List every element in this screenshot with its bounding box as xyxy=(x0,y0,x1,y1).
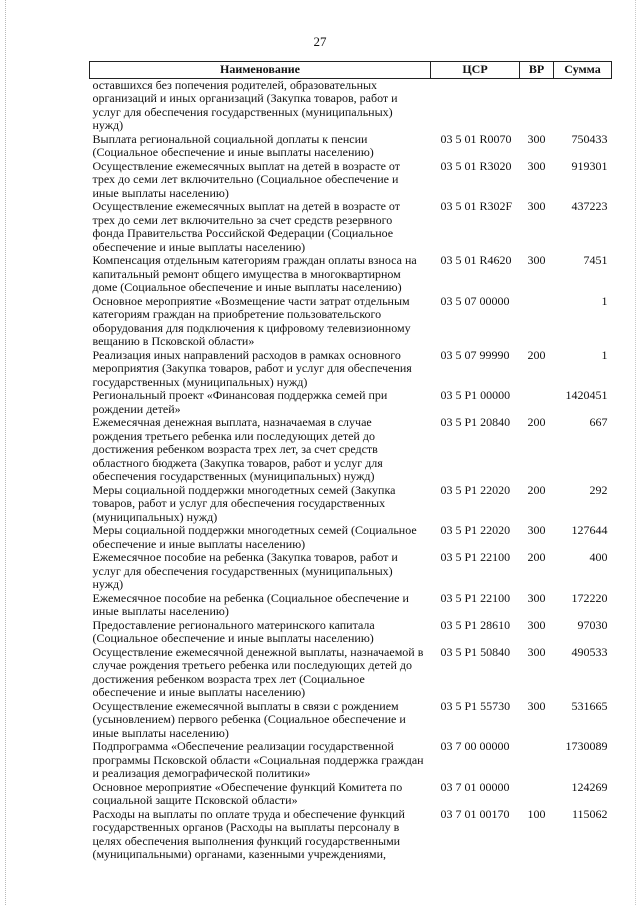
table-row xyxy=(90,740,612,781)
cell-csr: 03 5 P1 55730 xyxy=(440,698,511,713)
table-row xyxy=(90,808,612,862)
cell-csr: 03 5 P1 20840 xyxy=(440,415,511,429)
cell-csr: 03 5 01 R0070 xyxy=(440,131,512,146)
header-row xyxy=(90,62,612,79)
cell-sum: 490533 xyxy=(571,644,608,659)
table-row xyxy=(90,551,612,592)
cell-vr: 300 xyxy=(527,158,546,173)
cell-csr xyxy=(431,78,520,133)
cell-name: Выплата региональной социальной доплаты к пенсии (Социальное обеспечение и иные выплаты населению) xyxy=(92,131,374,159)
table-row xyxy=(90,416,612,484)
cell-vr: 300 xyxy=(527,698,546,713)
cell-csr: 03 5 P1 22100 xyxy=(440,550,511,564)
column-header-vr: ВР xyxy=(520,62,554,79)
cell-name: Региональный проект «Финансовая поддержка семей при рождении детей» xyxy=(92,388,388,416)
cell-vr xyxy=(520,740,554,781)
cell-name: Компенсация отдельным категориям граждан оплаты взноса на капитальный ремонт общего имущества в многоквартирном доме (Социальное обеспечение и иные выплаты населению) xyxy=(92,253,417,294)
cell-name: Осуществление ежемесячной выплаты в связи с рождением (усыновлением) первого ребенка (Социальное обеспечение и иные выплаты населению) xyxy=(92,698,406,740)
cell-name: Осуществление ежемесячных выплат на детей в возрасте от трех до семи лет включительно (Социальное обеспечение и иные выплаты населению) xyxy=(92,158,400,200)
cell-csr: 03 5 P1 22020 xyxy=(440,482,511,497)
table-row xyxy=(90,295,612,349)
cell-vr: 300 xyxy=(527,523,546,537)
table-header xyxy=(90,62,612,79)
cell-sum: 531665 xyxy=(571,698,608,713)
cell-name: Ежемесячное пособие на ребенка (Закупка товаров, работ и услуг для обеспечения государственных (муниципальных) нужд) xyxy=(92,550,398,591)
cell-csr: 03 5 P1 22020 xyxy=(440,523,511,537)
table-row xyxy=(90,389,612,416)
cell-csr: 03 5 P1 00000 xyxy=(440,388,511,402)
cell-vr: 300 xyxy=(527,590,546,605)
budget-table xyxy=(89,61,612,862)
cell-sum: 400 xyxy=(589,550,608,564)
cell-sum: 1420451 xyxy=(565,388,608,402)
cell-csr: 03 5 P1 28610 xyxy=(440,617,511,632)
cell-name: Меры социальной поддержки многодетных семей (Социальное обеспечение и иные выплаты населению) xyxy=(92,523,417,551)
table-row xyxy=(90,484,612,525)
cell-vr: 100 xyxy=(527,806,546,821)
cell-csr: 03 5 07 00000 xyxy=(440,293,510,308)
column-header-sum: Сумма xyxy=(554,62,612,79)
cell-vr: 200 xyxy=(527,550,546,564)
table-row xyxy=(90,646,612,700)
cell-name: Ежемесячное пособие на ребенка (Социальное обеспечение и иные выплаты населению) xyxy=(92,590,409,618)
cell-sum: 127644 xyxy=(571,523,608,537)
cell-name: Основное мероприятие «Обеспечение функций Комитета по социальной защите Псковской области» xyxy=(92,779,403,807)
page-number: 27 xyxy=(313,34,327,49)
cell-name: Осуществление ежемесячной денежной выплаты, назначаемой в случае рождения третьего ребенка или последующих детей до достижения ребенком возраста трех лет (Социальное обеспечение и иные выплаты населению) xyxy=(92,644,424,699)
cell-vr: 300 xyxy=(527,617,546,632)
cell-vr xyxy=(520,781,554,808)
cell-vr: 200 xyxy=(527,347,546,362)
cell-sum: 667 xyxy=(589,415,608,429)
cell-name: оставшихся без попечения родителей, образовательных организаций и иных организаций (Закупка товаров, работ и услуг для обеспечения государственных (муниципальных) нужд) xyxy=(92,77,398,132)
cell-vr: 300 xyxy=(527,253,546,267)
cell-sum: 1 xyxy=(601,347,608,362)
cell-csr: 03 5 01 R4620 xyxy=(440,253,512,267)
table-row xyxy=(90,524,612,551)
table-row xyxy=(90,200,612,254)
cell-sum: 919301 xyxy=(571,158,608,173)
cell-name: Осуществление ежемесячных выплат на детей в возрасте от трех до семи лет включительно за счет средств резервного фонда Правительства Российской Федерации (Социальное обеспечение и иные выплаты населению) xyxy=(92,199,400,254)
table-row xyxy=(90,619,612,646)
cell-name: Реализация иных направлений расходов в рамках основного мероприятия (Закупка товаров, работ и услуг для обеспечения государственных (муниципальных) нужд) xyxy=(92,347,412,389)
cell-csr: 03 7 01 00170 xyxy=(440,806,510,821)
cell-vr: 200 xyxy=(527,482,546,497)
cell-name: Ежемесячная денежная выплата, назначаемая в случае рождения третьего ребенка или последующих детей до достижения ребенком возраста трех лет, за счет средств областного бюджета (Закупка товаров, работ и услуг для обеспечения государственных (муниципальных) нужд) xyxy=(92,415,383,483)
cell-sum: 115062 xyxy=(571,806,608,821)
table-row xyxy=(90,254,612,295)
cell-name: Подпрограмма «Обеспечение реализации государственной программы Псковской области «Социальная поддержка граждан и реализация демографической политики» xyxy=(92,739,424,780)
table-row xyxy=(90,78,612,133)
cell-vr xyxy=(520,295,554,349)
cell-vr: 300 xyxy=(527,199,546,213)
table-row xyxy=(90,700,612,741)
table-row xyxy=(90,160,612,201)
cell-csr: 03 5 07 99990 xyxy=(440,347,510,362)
cell-vr: 300 xyxy=(527,131,546,146)
cell-sum: 292 xyxy=(589,482,608,497)
cell-csr: 03 5 01 R302F xyxy=(440,199,513,213)
cell-sum: 1730089 xyxy=(565,739,608,753)
cell-name: Основное мероприятие «Возмещение части затрат отдельным категориям граждан на приобретение пользовательского оборудования для подключения к цифровому телевизионному вещанию в Псковской области» xyxy=(92,293,411,348)
cell-vr: 300 xyxy=(527,644,546,659)
cell-csr: 03 7 00 00000 xyxy=(440,739,510,753)
cell-sum: 7451 xyxy=(583,253,608,267)
cell-vr: 200 xyxy=(527,415,546,429)
cell-sum: 124269 xyxy=(571,779,608,794)
table-body xyxy=(90,78,612,862)
cell-name: Расходы на выплаты по оплате труда и обеспечение функций государственных органов (Расходы на выплаты персоналу в целях обеспечения выполнения функций государственными (муниципальными) органами, казенными учреждениями, xyxy=(92,806,405,861)
cell-sum: 172220 xyxy=(571,590,608,605)
column-header-name: Наименование xyxy=(90,62,431,79)
page-edge-right xyxy=(635,0,636,905)
table-row xyxy=(90,781,612,808)
column-header-csr: ЦСР xyxy=(431,62,520,79)
cell-name: Предоставление регионального материнского капитала (Социальное обеспечение и иные выплаты населению) xyxy=(92,617,375,645)
cell-csr: 03 7 01 00000 xyxy=(440,779,510,794)
cell-sum: 97030 xyxy=(577,617,608,632)
cell-vr xyxy=(520,78,554,133)
cell-sum: 750433 xyxy=(571,131,608,146)
cell-csr: 03 5 P1 50840 xyxy=(440,644,511,659)
cell-csr: 03 5 P1 22100 xyxy=(440,590,511,605)
cell-vr xyxy=(520,389,554,416)
table-row xyxy=(90,349,612,390)
table-row xyxy=(90,133,612,160)
table-row xyxy=(90,592,612,619)
page-edge-left xyxy=(5,0,6,905)
cell-name: Меры социальной поддержки многодетных семей (Закупка товаров, работ и услуг для обеспечения государственных (муниципальных) нужд) xyxy=(92,482,396,524)
cell-sum xyxy=(554,78,612,133)
cell-sum: 1 xyxy=(601,293,608,308)
cell-sum: 437223 xyxy=(571,199,608,213)
cell-csr: 03 5 01 R3020 xyxy=(440,158,512,173)
